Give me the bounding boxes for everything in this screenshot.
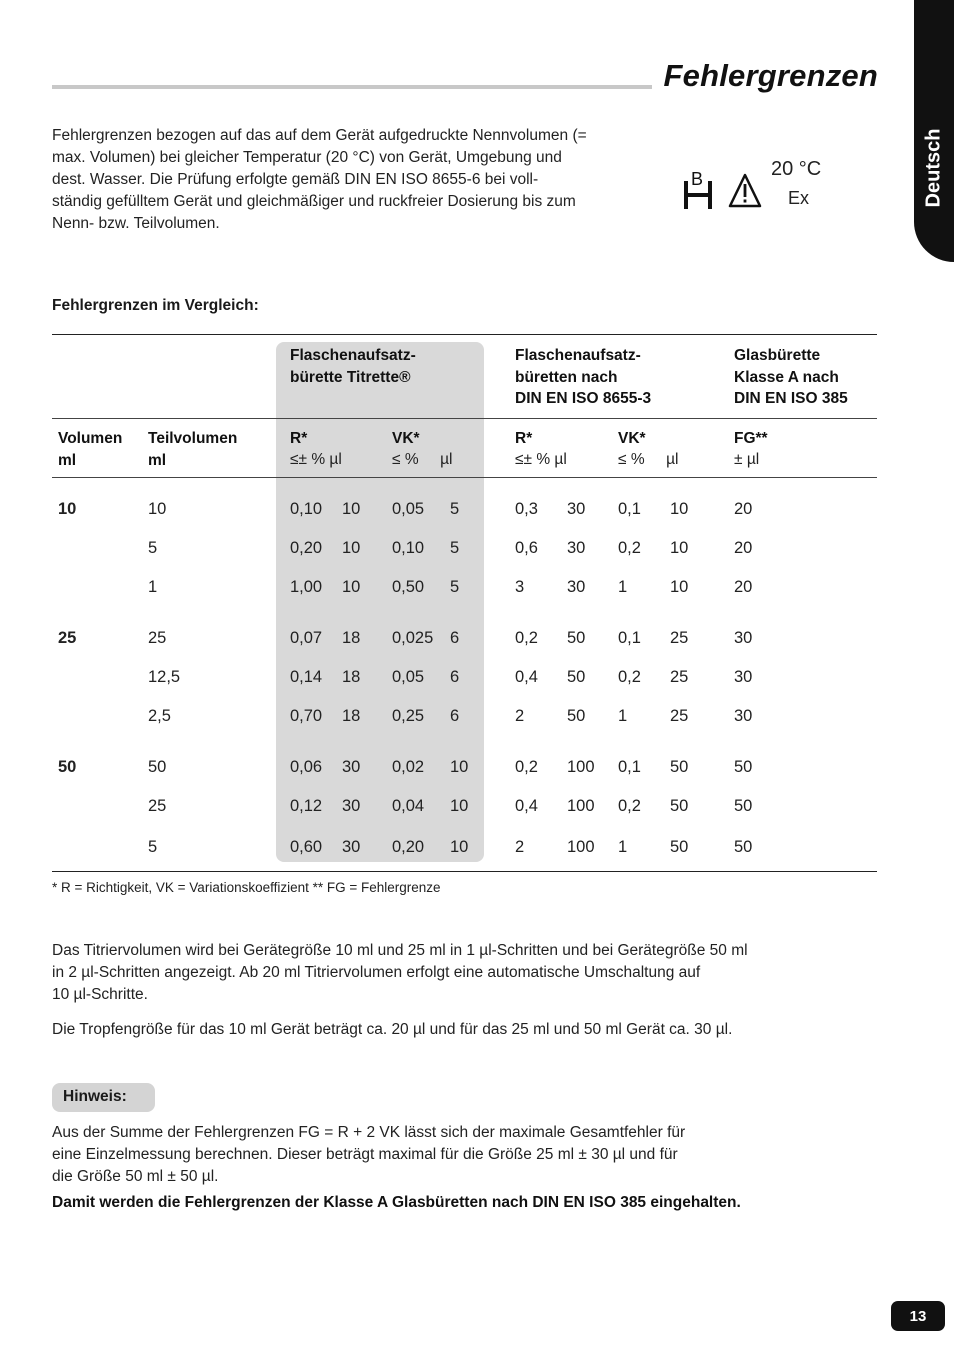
language-tab-label: Deutsch <box>922 128 945 208</box>
col-header-volumen <box>58 428 122 471</box>
cell-vk1-percent: 0,50 <box>392 578 425 596</box>
intro-text <box>52 125 672 235</box>
cell-r1-percent: 0,07 <box>290 629 323 647</box>
cell-r1-ul: 10 <box>342 539 361 557</box>
cell-vk1-percent: 0,25 <box>392 707 425 725</box>
col-subheader-fg: ± µl <box>734 451 760 468</box>
group-header-glass <box>734 345 848 410</box>
cell-teilvolumen: 2,5 <box>148 707 171 725</box>
cell-vk2-percent: 1 <box>618 838 628 856</box>
cell-r2-ul: 50 <box>567 668 586 686</box>
cell-teilvolumen: 5 <box>148 539 158 557</box>
table-footnote: * R = Richtigkeit, VK = Variationskoeffizient ** FG = Fehlergrenze <box>52 880 441 895</box>
col-subheader-vk1: ≤ % µl <box>392 451 453 468</box>
cell-vk2-ul: 10 <box>670 578 689 596</box>
group-header-line: DIN EN ISO 385 <box>734 390 848 407</box>
note-conclusion: Damit werden die Fehlergrenzen der Klasse A Glasbüretten nach DIN EN ISO 385 eingehalten. <box>52 1194 741 1211</box>
cell-r2-percent: 2 <box>515 707 525 725</box>
note-badge-label: Hinweis: <box>63 1088 127 1105</box>
group-header-line: Glasbürette <box>734 347 821 364</box>
group-header-line: büretten nach <box>515 368 618 386</box>
cell-vk2-percent: 0,2 <box>618 668 641 686</box>
col-header-line: Volumen <box>58 430 123 447</box>
col-header-line: ml <box>58 451 77 469</box>
cell-r2-percent: 0,2 <box>515 758 538 776</box>
b-label: B <box>691 169 704 189</box>
drop-size-paragraph: Die Tropfengröße für das 10 ml Gerät beträgt ca. 20 µl und für das 25 ml und 50 ml Gerät ca. 30 µl. <box>52 1021 733 1038</box>
cell-r2-ul: 30 <box>567 539 586 557</box>
cell-r2-ul: 50 <box>567 707 586 725</box>
col-header-line: ml <box>148 451 167 469</box>
cell-vk1-percent: 0,05 <box>392 500 425 518</box>
cell-fg: 30 <box>734 629 753 647</box>
cell-vk2-ul: 25 <box>670 668 689 686</box>
cell-r1-percent: 0,20 <box>290 539 323 557</box>
cell-teilvolumen: 50 <box>148 758 167 776</box>
cell-r1-percent: 0,14 <box>290 668 323 686</box>
intro-line: ständig gefülltem Gerät und gleichmäßiger und ruckfreier Dosierung bis zum <box>52 193 576 210</box>
intro-line: max. Volumen) bei gleicher Temperatur (20 °C) von Gerät, Umgebung und <box>52 149 562 166</box>
title-rule <box>52 85 652 89</box>
cell-vk1-ul: 5 <box>450 500 460 518</box>
group-header-iso8655 <box>515 345 651 410</box>
table-header-rule <box>52 418 877 419</box>
language-tab-label-wrap <box>914 0 954 262</box>
table-heading: Fehlergrenzen im Vergleich: <box>52 297 259 314</box>
cell-vk2-ul: 10 <box>670 539 689 557</box>
cell-r1-ul: 30 <box>342 758 361 776</box>
cell-r1-percent: 0,70 <box>290 707 323 725</box>
paragraph-line: Das Titriervolumen wird bei Gerätegröße 10 ml und 25 ml in 1 µl-Schritten und bei Gerätegröße 50 ml <box>52 942 748 959</box>
cell-vk1-percent: 0,04 <box>392 797 425 815</box>
cell-r1-percent: 0,60 <box>290 838 323 856</box>
cell-r2-percent: 2 <box>515 838 525 856</box>
temperature-label: 20 °C <box>771 158 822 180</box>
cell-vk2-percent: 0,1 <box>618 629 641 647</box>
cell-r2-percent: 3 <box>515 578 525 596</box>
col-header-r2: R* <box>515 430 533 447</box>
cell-r1-ul: 18 <box>342 668 361 686</box>
cell-fg: 50 <box>734 758 753 776</box>
note-line: Aus der Summe der Fehlergrenzen FG = R + 2 VK lässt sich der maximale Gesamtfehler für <box>52 1124 686 1141</box>
cell-r1-ul: 18 <box>342 629 361 647</box>
ex-label: Ex <box>788 188 810 208</box>
paragraph-line: in 2 µl-Schritten angezeigt. Ab 20 ml Titriervolumen erfolgt eine automatische Umschaltung auf <box>52 964 701 981</box>
group-header-line: DIN EN ISO 8655-3 <box>515 390 652 407</box>
cell-vk1-percent: 0,20 <box>392 838 425 856</box>
note-line: eine Einzelmessung berechnen. Dieser beträgt maximal für die Größe 25 ml ± 30 µl und für <box>52 1146 678 1163</box>
cell-r1-percent: 0,06 <box>290 758 323 776</box>
cell-vk2-percent: 1 <box>618 578 628 596</box>
cell-r2-percent: 0,6 <box>515 539 538 557</box>
cell-r2-ul: 30 <box>567 578 586 596</box>
cell-fg: 20 <box>734 539 753 557</box>
cell-fg: 30 <box>734 668 753 686</box>
cell-fg: 50 <box>734 797 753 815</box>
cell-vk2-percent: 1 <box>618 707 628 725</box>
group-header-line: Klasse A nach <box>734 368 839 386</box>
cell-fg: 30 <box>734 707 753 725</box>
col-subheader-r2: ≤± % µl <box>515 451 567 468</box>
cell-r2-ul: 30 <box>567 500 586 518</box>
col-header-line: Teilvolumen <box>148 430 238 447</box>
cell-vk2-ul: 50 <box>670 797 689 815</box>
cell-r2-ul: 50 <box>567 629 586 647</box>
cell-volumen: 25 <box>58 629 77 647</box>
cell-vk1-ul: 10 <box>450 758 469 776</box>
cell-teilvolumen: 10 <box>148 500 167 518</box>
cell-r2-percent: 0,4 <box>515 668 538 686</box>
cell-vk2-percent: 0,1 <box>618 758 641 776</box>
page-number-badge <box>891 1301 945 1331</box>
cell-r2-percent: 0,2 <box>515 629 538 647</box>
cell-r1-percent: 0,12 <box>290 797 323 815</box>
cell-r1-ul: 30 <box>342 797 361 815</box>
cell-r2-ul: 100 <box>567 758 595 776</box>
titration-paragraph <box>52 940 872 1006</box>
col-header-fg: FG** <box>734 430 768 447</box>
cell-fg: 20 <box>734 578 753 596</box>
cell-fg: 20 <box>734 500 753 518</box>
group-header-line: Flaschenaufsatz- <box>515 347 641 364</box>
cell-vk1-ul: 5 <box>450 578 460 596</box>
cell-vk1-ul: 10 <box>450 797 469 815</box>
cell-vk2-ul: 50 <box>670 838 689 856</box>
cell-r1-ul: 10 <box>342 500 361 518</box>
cell-r2-percent: 0,3 <box>515 500 538 518</box>
group-header-line: bürette Titrette® <box>290 368 411 386</box>
cell-vk2-ul: 10 <box>670 500 689 518</box>
cell-r1-ul: 10 <box>342 578 361 596</box>
col-subheader-r1: ≤± % µl <box>290 451 342 468</box>
cell-r2-percent: 0,4 <box>515 797 538 815</box>
cell-vk1-percent: 0,10 <box>392 539 425 557</box>
cell-teilvolumen: 25 <box>148 629 167 647</box>
note-line: die Größe 50 ml ± 50 µl. <box>52 1168 219 1185</box>
note-text <box>52 1122 872 1188</box>
paragraph-line: 10 µl-Schritte. <box>52 986 148 1003</box>
cell-vk2-ul: 50 <box>670 758 689 776</box>
col-header-teilvolumen <box>148 428 237 471</box>
cell-r1-percent: 0,10 <box>290 500 323 518</box>
adjustment-h-icon <box>684 169 712 209</box>
table-bottom-rule <box>52 871 877 872</box>
cell-vk1-ul: 10 <box>450 838 469 856</box>
cell-teilvolumen: 25 <box>148 797 167 815</box>
cell-vk2-percent: 0,2 <box>618 539 641 557</box>
cell-vk2-percent: 0,1 <box>618 500 641 518</box>
cell-teilvolumen: 12,5 <box>148 668 181 686</box>
group-header-line: Flaschenaufsatz- <box>290 347 416 364</box>
note-badge <box>52 1083 155 1112</box>
table-top-rule <box>52 334 877 335</box>
cell-vk1-ul: 5 <box>450 539 460 557</box>
col-header-vk2: VK* <box>618 430 646 447</box>
cell-teilvolumen: 5 <box>148 838 158 856</box>
cell-vk1-percent: 0,02 <box>392 758 425 776</box>
cell-fg: 50 <box>734 838 753 856</box>
page-number: 13 <box>909 1308 927 1325</box>
table-subheader-rule <box>52 477 877 478</box>
cell-vk1-percent: 0,05 <box>392 668 425 686</box>
cell-volumen: 10 <box>58 500 77 518</box>
cell-volumen: 50 <box>58 758 77 776</box>
intro-line: Nenn- bzw. Teilvolumen. <box>52 215 220 232</box>
cell-r1-ul: 18 <box>342 707 361 725</box>
cell-vk2-percent: 0,2 <box>618 797 641 815</box>
intro-line: Fehlergrenzen bezogen auf das auf dem Gerät aufgedruckte Nennvolumen (= <box>52 127 587 144</box>
cell-vk1-ul: 6 <box>450 629 460 647</box>
cell-r2-ul: 100 <box>567 797 595 815</box>
col-header-r1: R* <box>290 430 308 447</box>
cell-vk2-ul: 25 <box>670 707 689 725</box>
cell-teilvolumen: 1 <box>148 578 158 596</box>
cell-vk1-ul: 6 <box>450 668 460 686</box>
col-subheader-vk2: ≤ % µl <box>618 451 679 468</box>
warning-triangle-icon <box>730 175 760 206</box>
cell-r2-ul: 100 <box>567 838 595 856</box>
cell-vk2-ul: 25 <box>670 629 689 647</box>
titrette-column-shade <box>276 342 484 862</box>
cell-r1-ul: 30 <box>342 838 361 856</box>
col-header-vk1: VK* <box>392 430 420 447</box>
group-header-titrette <box>290 345 416 388</box>
intro-line: dest. Wasser. Die Prüfung erfolgte gemäß DIN EN ISO 8655-6 bei voll- <box>52 171 539 188</box>
cell-r1-percent: 1,00 <box>290 578 323 596</box>
page-title: Fehlergrenzen <box>663 58 878 93</box>
cell-vk1-ul: 6 <box>450 707 460 725</box>
cell-vk1-percent: 0,025 <box>392 629 434 647</box>
